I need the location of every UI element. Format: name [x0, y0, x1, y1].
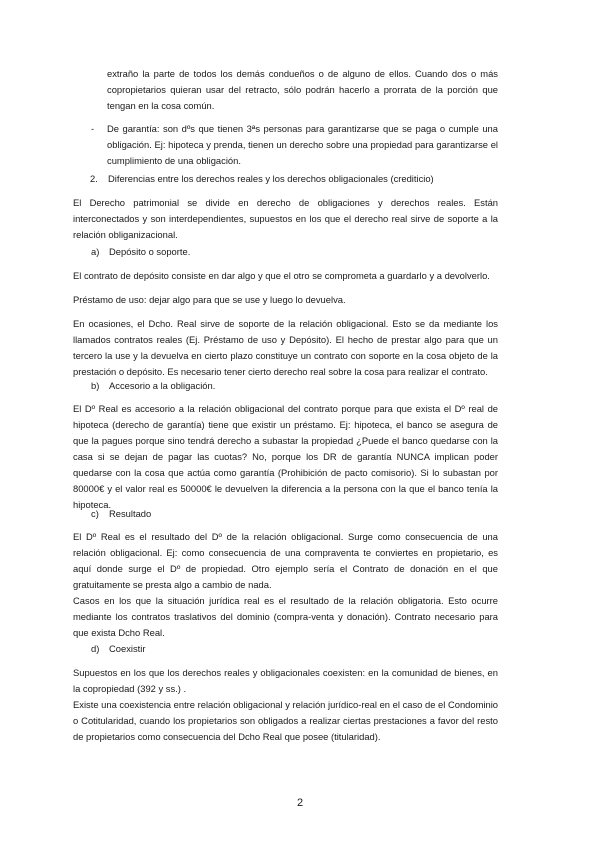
casos-paragraph: Casos en los que la situación jurídica real es el resultado de la relación obligatoria. Esto ocurre mediante los contratos traslativos del dominio (compra-venta y donación). Contrato necesario para que exista Dcho Real. [73, 595, 498, 638]
sub-b-marker: b) [91, 380, 100, 391]
sub-a-marker: a) [91, 246, 100, 257]
accesorio-paragraph: El Dº Real es accesorio a la relación obligacional del contrato porque para que exista el Dº real de hipoteca (derecho de garantía) tiene que existir un préstamo. Ej: hipoteca, el banco se asegura de que la pagues porque sino tendrá derecho a subastar la propiedad ¿Puede el banco quedarse con la casa si se dejan de pagar las cuotas? No, porque los DR de garantía NUNCA implican poder quedarse con la cosa que actúa como garantía (Prohibición de pacto comisorio). Si lo subastan por 80000€ y el valor real es 50000€ le devuelven la diferencia a la persona con la que el banco tenía la hipoteca. [73, 403, 498, 510]
bullet-garantia-paragraph: De garantía: son dºs que tienen 3ªs personas para garantizarse que se paga o cumple una obligación. Ej: hipoteca y prenda, tienen un derecho sobre una propiedad para garantizarse el cumplimiento de una obligación. [107, 123, 498, 166]
section-2-number: 2. [90, 173, 98, 184]
deposito-paragraph: El contrato de depósito consiste en dar algo y que el otro se comprometa a guardarlo y a devolverlo. [73, 270, 490, 281]
sub-d-marker: d) [91, 643, 100, 654]
intro-paragraph: El Derecho patrimonial se divide en derecho de obligaciones y derechos reales. Están interconectados y son interdependientes, supuestos en los que el derecho real sirve de soporte a la relación obliganizacional. [73, 197, 498, 240]
sub-a-title: Depósito o soporte. [109, 246, 191, 257]
top-continuation-paragraph: extraño la parte de todos los demás condueños o de alguno de ellos. Cuando dos o más copropietarios quieran usar del retracto, sólo podrán hacerlo a prorrata de la porción que tengan en la cosa común. [107, 68, 498, 111]
sub-c-marker: c) [91, 508, 99, 519]
supuestos-paragraph: Supuestos en los que los derechos reales y obligacionales coexisten: en la comunidad de bienes, en la copropiedad (392 y ss.) . [73, 667, 498, 694]
coexistencia-paragraph: Existe una coexistencia entre relación obligacional y relación jurídico-real en el caso de el Condominio o Cotitularidad, cuando los propietarios son obligados a realizar ciertas prestaciones a favor del resto de propietarios como consecuencia del Dcho Real que posee (titularidad). [73, 699, 498, 742]
sub-b-title: Accesorio a la obligación. [109, 380, 216, 391]
bullet-marker: - [91, 123, 95, 134]
ocasiones-paragraph: En ocasiones, el Dcho. Real sirve de soporte de la relación obligacional. Esto se da mediante los llamados contratos reales (Ej. Préstamo de uso y Depósito). El hecho de prestar algo para que un tercero la use y la devuelva en cierto plazo constituye un contrato con soporte en la cosa objeto de la prestación o depósito. Es necesario tener cierto derecho real sobre la cosa para realizar el contrato. [73, 318, 498, 377]
prestamo-paragraph: Préstamo de uso: dejar algo para que se use y luego lo devuelva. [73, 294, 346, 305]
sub-d-title: Coexistir [109, 643, 146, 654]
page-number: 2 [296, 797, 304, 809]
resultado-paragraph: El Dº Real es el resultado del Dº de la relación obligacional. Surge como consecuencia de una relación obligacional. Ej: como consecuencia de una compraventa te conviertes en propietario, es aquí donde surge el Dº de propiedad. Otro ejemplo sería el Contrato de donación en el que gratuitamente se presta algo a cambio de nada. [73, 531, 498, 590]
sub-c-title: Resultado [109, 508, 152, 519]
section-2-title: Diferencias entre los derechos reales y los derechos obligacionales (crediticio) [108, 173, 434, 184]
